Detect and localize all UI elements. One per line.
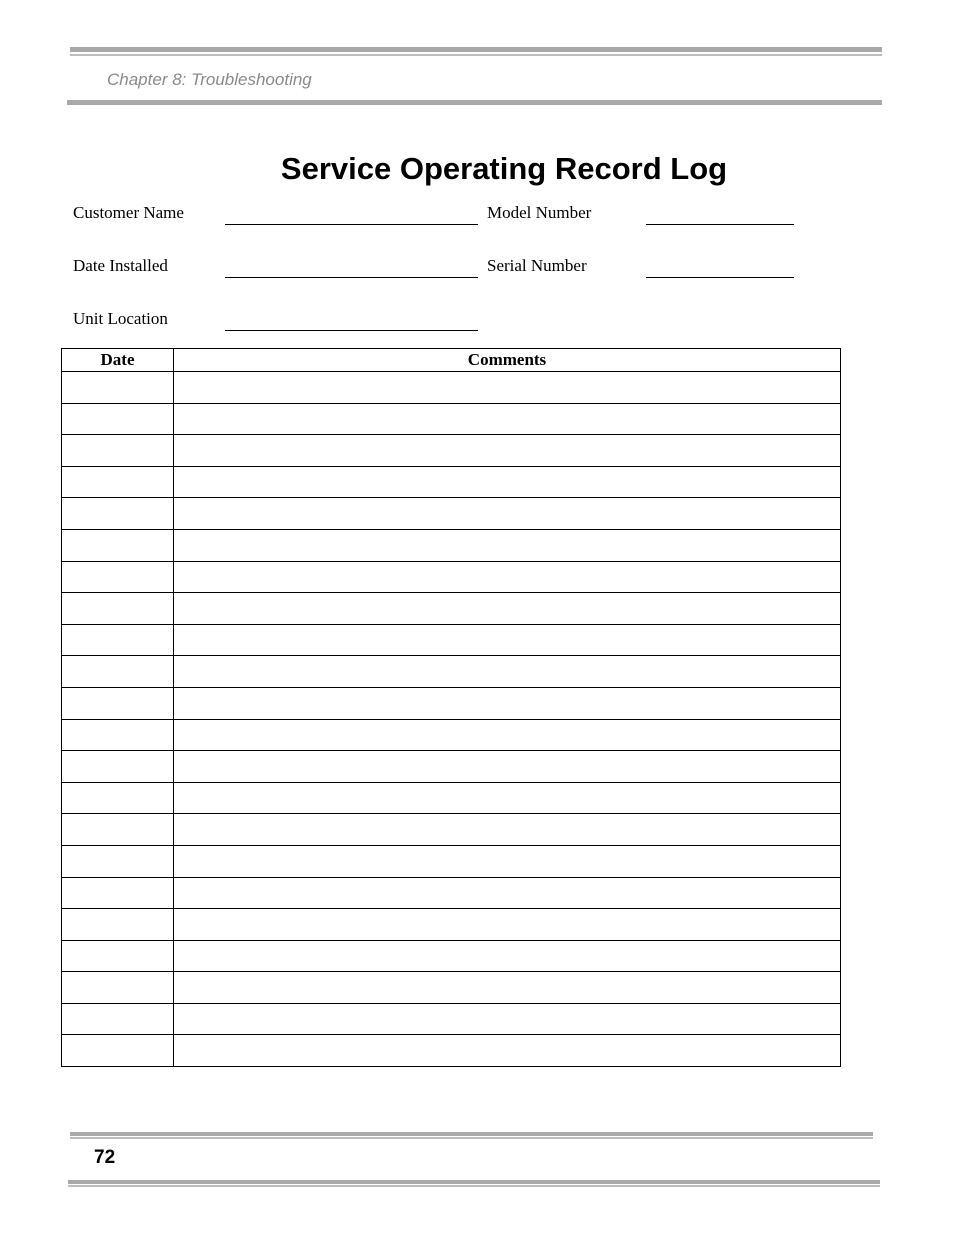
table-row xyxy=(62,372,841,404)
serial-number-field[interactable] xyxy=(646,277,794,278)
table-row xyxy=(62,877,841,909)
unit-location-field[interactable] xyxy=(225,330,478,331)
comments-cell[interactable] xyxy=(174,498,841,530)
table-row xyxy=(62,687,841,719)
comments-cell[interactable] xyxy=(174,719,841,751)
comments-cell[interactable] xyxy=(174,435,841,467)
date-cell[interactable] xyxy=(62,656,174,688)
table-row xyxy=(62,972,841,1004)
serial-number-label: Serial Number xyxy=(487,256,587,275)
date-cell[interactable] xyxy=(62,877,174,909)
comments-cell[interactable] xyxy=(174,687,841,719)
table-row xyxy=(62,466,841,498)
date-cell[interactable] xyxy=(62,972,174,1004)
comments-cell[interactable] xyxy=(174,593,841,625)
date-installed-label: Date Installed xyxy=(73,256,168,275)
date-cell[interactable] xyxy=(62,403,174,435)
comments-cell[interactable] xyxy=(174,877,841,909)
table-row xyxy=(62,1035,841,1067)
date-cell[interactable] xyxy=(62,751,174,783)
date-cell[interactable] xyxy=(62,498,174,530)
table-row xyxy=(62,719,841,751)
header-top-rule xyxy=(70,47,882,52)
date-cell[interactable] xyxy=(62,940,174,972)
table-row xyxy=(62,624,841,656)
table-row xyxy=(62,751,841,783)
date-column-header: Date xyxy=(62,349,174,372)
comments-cell[interactable] xyxy=(174,466,841,498)
model-number-field[interactable] xyxy=(646,224,794,225)
date-cell[interactable] xyxy=(62,624,174,656)
header-top-rule-thin xyxy=(70,54,882,56)
footer-top-rule-thin xyxy=(70,1137,873,1139)
comments-cell[interactable] xyxy=(174,624,841,656)
customer-name-label: Customer Name xyxy=(73,203,184,222)
chapter-heading: Chapter 8: Troubleshooting xyxy=(107,70,312,89)
date-cell[interactable] xyxy=(62,529,174,561)
table-row xyxy=(62,845,841,877)
table-row xyxy=(62,561,841,593)
date-cell[interactable] xyxy=(62,1035,174,1067)
model-number-label: Model Number xyxy=(487,203,592,222)
comments-cell[interactable] xyxy=(174,561,841,593)
date-cell[interactable] xyxy=(62,909,174,941)
table-row xyxy=(62,403,841,435)
comments-cell[interactable] xyxy=(174,782,841,814)
comments-cell[interactable] xyxy=(174,814,841,846)
date-cell[interactable] xyxy=(62,687,174,719)
page-number: 72 xyxy=(94,1147,116,1168)
footer-bottom-rule-thin xyxy=(68,1185,880,1187)
footer-bottom-rule xyxy=(68,1180,880,1184)
date-cell[interactable] xyxy=(62,435,174,467)
date-cell[interactable] xyxy=(62,372,174,404)
date-cell[interactable] xyxy=(62,561,174,593)
date-cell[interactable] xyxy=(62,782,174,814)
table-row xyxy=(62,940,841,972)
table-row xyxy=(62,529,841,561)
header-bottom-rule xyxy=(67,100,882,105)
date-cell[interactable] xyxy=(62,593,174,625)
record-log-table xyxy=(61,348,841,1067)
table-row xyxy=(62,1003,841,1035)
comments-cell[interactable] xyxy=(174,909,841,941)
comments-cell[interactable] xyxy=(174,656,841,688)
table-row xyxy=(62,814,841,846)
comments-cell[interactable] xyxy=(174,972,841,1004)
footer-top-rule xyxy=(70,1132,873,1136)
date-cell[interactable] xyxy=(62,466,174,498)
date-cell[interactable] xyxy=(62,719,174,751)
table-body xyxy=(62,372,841,1067)
comments-cell[interactable] xyxy=(174,1035,841,1067)
date-cell[interactable] xyxy=(62,845,174,877)
customer-name-field[interactable] xyxy=(225,224,478,225)
comments-cell[interactable] xyxy=(174,529,841,561)
comments-cell[interactable] xyxy=(174,403,841,435)
table-row xyxy=(62,909,841,941)
table-row xyxy=(62,435,841,467)
table-row xyxy=(62,656,841,688)
comments-cell[interactable] xyxy=(174,372,841,404)
table-row xyxy=(62,498,841,530)
unit-location-label: Unit Location xyxy=(73,309,168,328)
date-installed-field[interactable] xyxy=(225,277,478,278)
table-header-row xyxy=(62,349,841,372)
table-row xyxy=(62,593,841,625)
date-cell[interactable] xyxy=(62,814,174,846)
table-row xyxy=(62,782,841,814)
comments-cell[interactable] xyxy=(174,940,841,972)
comments-cell[interactable] xyxy=(174,845,841,877)
date-cell[interactable] xyxy=(62,1003,174,1035)
comments-column-header: Comments xyxy=(174,349,841,372)
comments-cell[interactable] xyxy=(174,1003,841,1035)
page-title: Service Operating Record Log xyxy=(280,151,728,186)
comments-cell[interactable] xyxy=(174,751,841,783)
